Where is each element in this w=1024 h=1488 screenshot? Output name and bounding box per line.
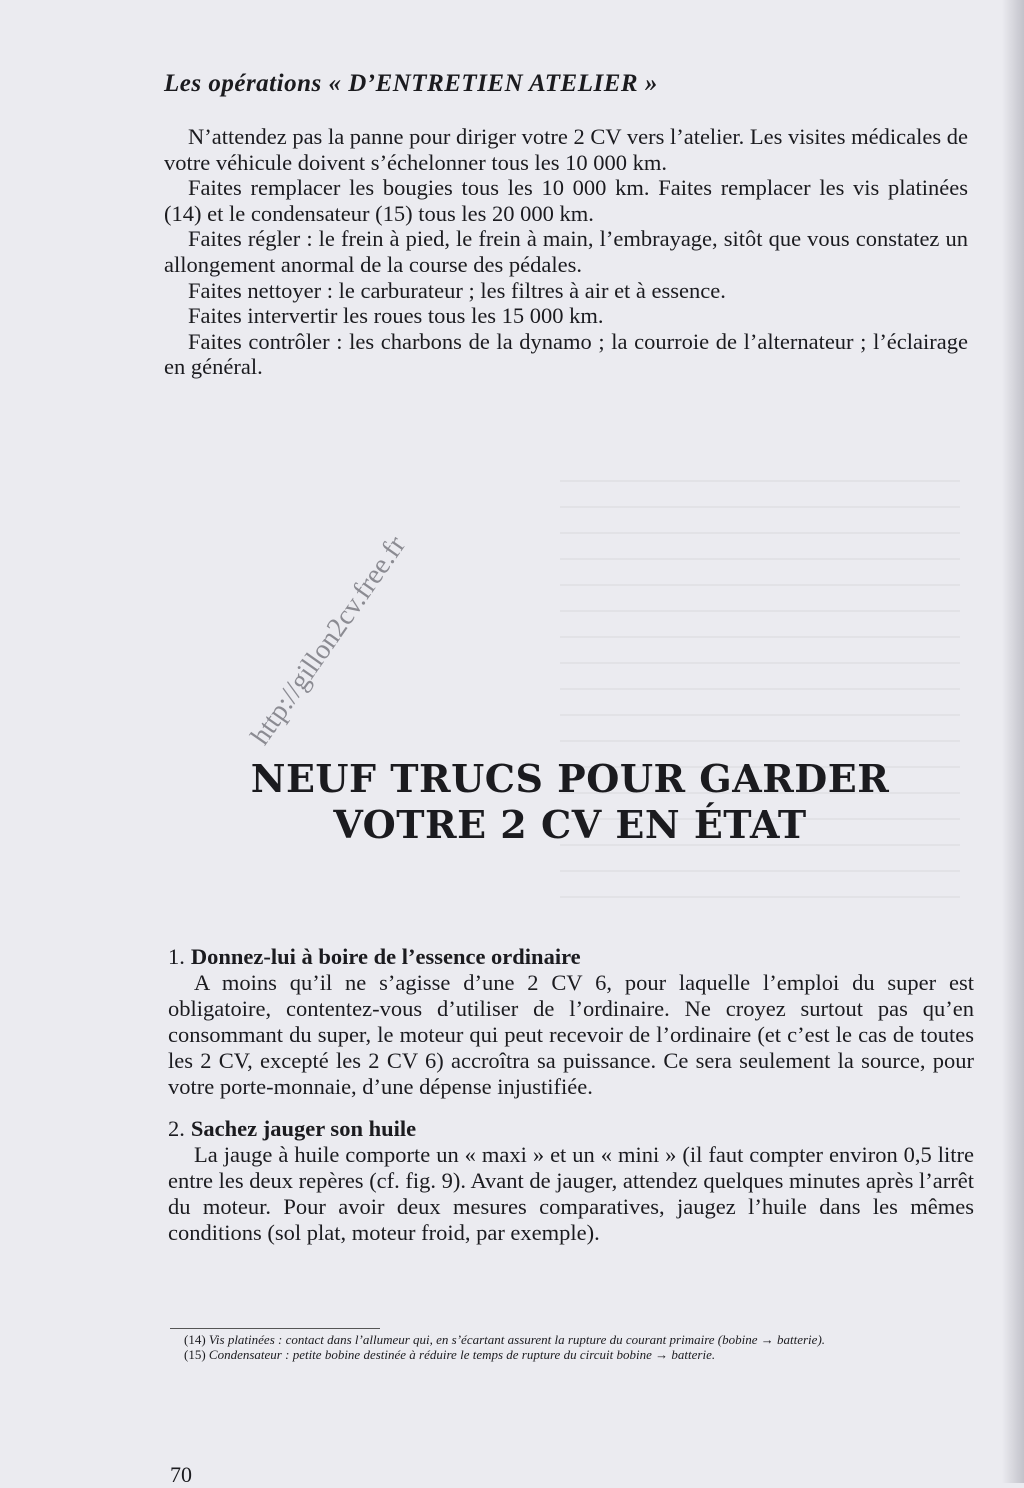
paragraph: N’attendez pas la panne pour diriger votre 2 CV vers l’atelier. Les visites médicales de votre véhicule doivent s’échelonner tous les 10 000 km.	[164, 124, 968, 175]
tip-heading-text: Sachez jauger son huile	[190, 1116, 417, 1141]
footnote-text: Vis platinées : contact dans l’allumeur qui, en s’écartant assurent la rupture du courant primaire (bobine → batterie).	[208, 1332, 826, 1347]
chapter-title	[130, 756, 1010, 848]
tip-heading	[168, 944, 974, 970]
tip-heading	[168, 1116, 974, 1142]
tip-number: 2.	[168, 1116, 185, 1141]
paragraph: Faites intervertir les roues tous les 15 000 km.	[188, 303, 604, 329]
tip-item	[168, 944, 974, 1100]
tips-list	[168, 944, 974, 1262]
chapter-title-line: NEUF TRUCS POUR GARDER	[250, 756, 890, 801]
footnote-number: (14)	[184, 1332, 206, 1347]
tip-heading-text: Donnez-lui à boire de l’essence ordinaire	[190, 944, 581, 969]
chapter-title-line: VOTRE 2 CV EN ÉTAT	[333, 802, 807, 847]
paragraph: Faites régler : le frein à pied, le frein à main, l’embrayage, sitôt que vous constatez un allongement anormal de la course des pédales.	[164, 226, 968, 277]
footnote-text: Condensateur : petite bobine destinée à réduire le temps de rupture du circuit bobine → batterie.	[208, 1347, 716, 1362]
tip-text: La jauge à huile comporte un « maxi » et un « mini » (il faut compter environ 0,5 litre entre les deux repères (cf. fig. 9). Avant de jauger, attendez quelques minutes après l’arrêt du moteur. Pour avoir deux mesures comparatives, jaugez l’huile dans les mêmes conditions (sol plat, moteur froid, par exemple).	[168, 1142, 974, 1245]
tip-item	[168, 1116, 974, 1246]
paragraph: Faites remplacer les bougies tous les 10 000 km. Faites remplacer les vis platinées (14) et le condensateur (15) tous les 20 000 km.	[164, 175, 968, 226]
watermark-url: http://gillon2cv.free.fr	[244, 530, 412, 751]
tip-number: 1.	[168, 944, 185, 969]
footnote	[170, 1347, 975, 1362]
page-number: 70	[170, 1462, 192, 1487]
footnote	[170, 1332, 975, 1347]
footnotes	[170, 1332, 975, 1362]
section-body	[164, 124, 968, 380]
footnote-number: (15)	[184, 1347, 206, 1362]
footnote-rule	[170, 1328, 380, 1329]
paragraph: Faites contrôler : les charbons de la dynamo ; la courroie de l’alternateur ; l’éclairage en général.	[164, 328, 968, 380]
tip-text: A moins qu’il ne s’agisse d’une 2 CV 6, pour laquelle l’emploi du super est obligatoire, contentez-vous d’utiliser de l’ordinaire. Ne croyez surtout pas qu’en consommant du super, le moteur qui peut recevoir de l’ordinaire (et c’est le cas de toutes les 2 CV, excepté les 2 CV 6) accroîtra sa puissance. Ce sera seulement la source, pour votre porte-monnaie, d’une dépense injustifiée.	[168, 970, 974, 1099]
page-edge-shadow	[1002, 0, 1024, 1483]
section-title: Les opérations « D’ENTRETIEN ATELIER »	[164, 70, 658, 97]
paragraph: Faites nettoyer : le carburateur ; les filtres à air et à essence.	[188, 277, 726, 303]
